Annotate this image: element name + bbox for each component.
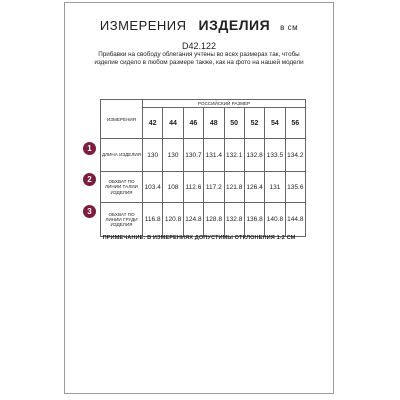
row-number-badge: 3	[83, 205, 96, 218]
table-cell: 132.1	[224, 139, 244, 172]
table-cell: 134.2	[285, 139, 305, 172]
table-cell: 130	[163, 139, 183, 172]
table-cell: 135.6	[285, 172, 305, 203]
title-word-product: ИЗДЕЛИЯ	[198, 17, 271, 33]
measurements-header: ИЗМЕРЕНИЯ	[101, 100, 143, 139]
table-cell: 124.8	[183, 203, 203, 237]
table-cell: 136.8	[244, 203, 264, 237]
table-cell: 140.8	[265, 203, 285, 237]
row-number-badge: 2	[83, 173, 96, 186]
table-row	[101, 172, 306, 203]
row-label: ДЛИНА ИЗДЕЛИЯ	[101, 139, 143, 172]
table-cell: 132.8	[244, 139, 264, 172]
size-header: 48	[204, 108, 224, 139]
table-row	[101, 203, 306, 237]
size-header: 42	[143, 108, 163, 139]
tolerance-note: ПРИМЕЧАНИЕ: В ИЗМЕРЕНИЯХ ДОПУСТИМЫ ОТКЛОНЕНИЯ 1-2 СМ	[102, 235, 296, 241]
table-cell: 108	[163, 172, 183, 203]
row-label: ОБХВАТ ПО ЛИНИИ ТАЛИИ ИЗДЕЛИЯ	[101, 172, 143, 203]
title-unit: в см	[280, 23, 299, 32]
table-cell: 128.8	[204, 203, 224, 237]
table-cell: 126.4	[244, 172, 264, 203]
russian-size-header: РОССИЙСКИЙ РАЗМЕР	[143, 100, 306, 108]
table-cell: 132.8	[224, 203, 244, 237]
size-header: 46	[183, 108, 203, 139]
table-cell: 103.4	[143, 172, 163, 203]
table-cell: 130.7	[183, 139, 203, 172]
size-header: 54	[265, 108, 285, 139]
table-cell: 131.4	[204, 139, 224, 172]
size-header: 50	[224, 108, 244, 139]
table-cell: 120.8	[163, 203, 183, 237]
size-header: 44	[163, 108, 183, 139]
size-header: 56	[285, 108, 305, 139]
size-table	[100, 99, 306, 237]
table-cell: 121.8	[224, 172, 244, 203]
product-code: D42.122	[181, 41, 217, 51]
row-label: ОБХВАТ ПО ЛИНИИ ГРУДИ ИЗДЕЛИЯ	[101, 203, 143, 237]
title-word-measurements: ИЗМЕРЕНИЯ	[99, 18, 187, 33]
table-row	[101, 139, 306, 172]
table-header-row	[101, 100, 306, 108]
table-cell: 144.8	[285, 203, 305, 237]
table-cell: 116.8	[143, 203, 163, 237]
size-header: 52	[244, 108, 264, 139]
row-number-badge: 1	[83, 142, 96, 155]
table-cell: 130	[143, 139, 163, 172]
table-cell: 133.5	[265, 139, 285, 172]
table-cell: 117.2	[204, 172, 224, 203]
table-cell: 131	[265, 172, 285, 203]
table-cell: 112.6	[183, 172, 203, 203]
fit-description: Прибавки на свободу облегания учтены во всех размерах так, чтобы изделие сидело в любом размере также, как на фото на нашей модели	[94, 51, 304, 66]
document-title	[65, 17, 333, 33]
size-chart-sheet	[64, 2, 334, 394]
